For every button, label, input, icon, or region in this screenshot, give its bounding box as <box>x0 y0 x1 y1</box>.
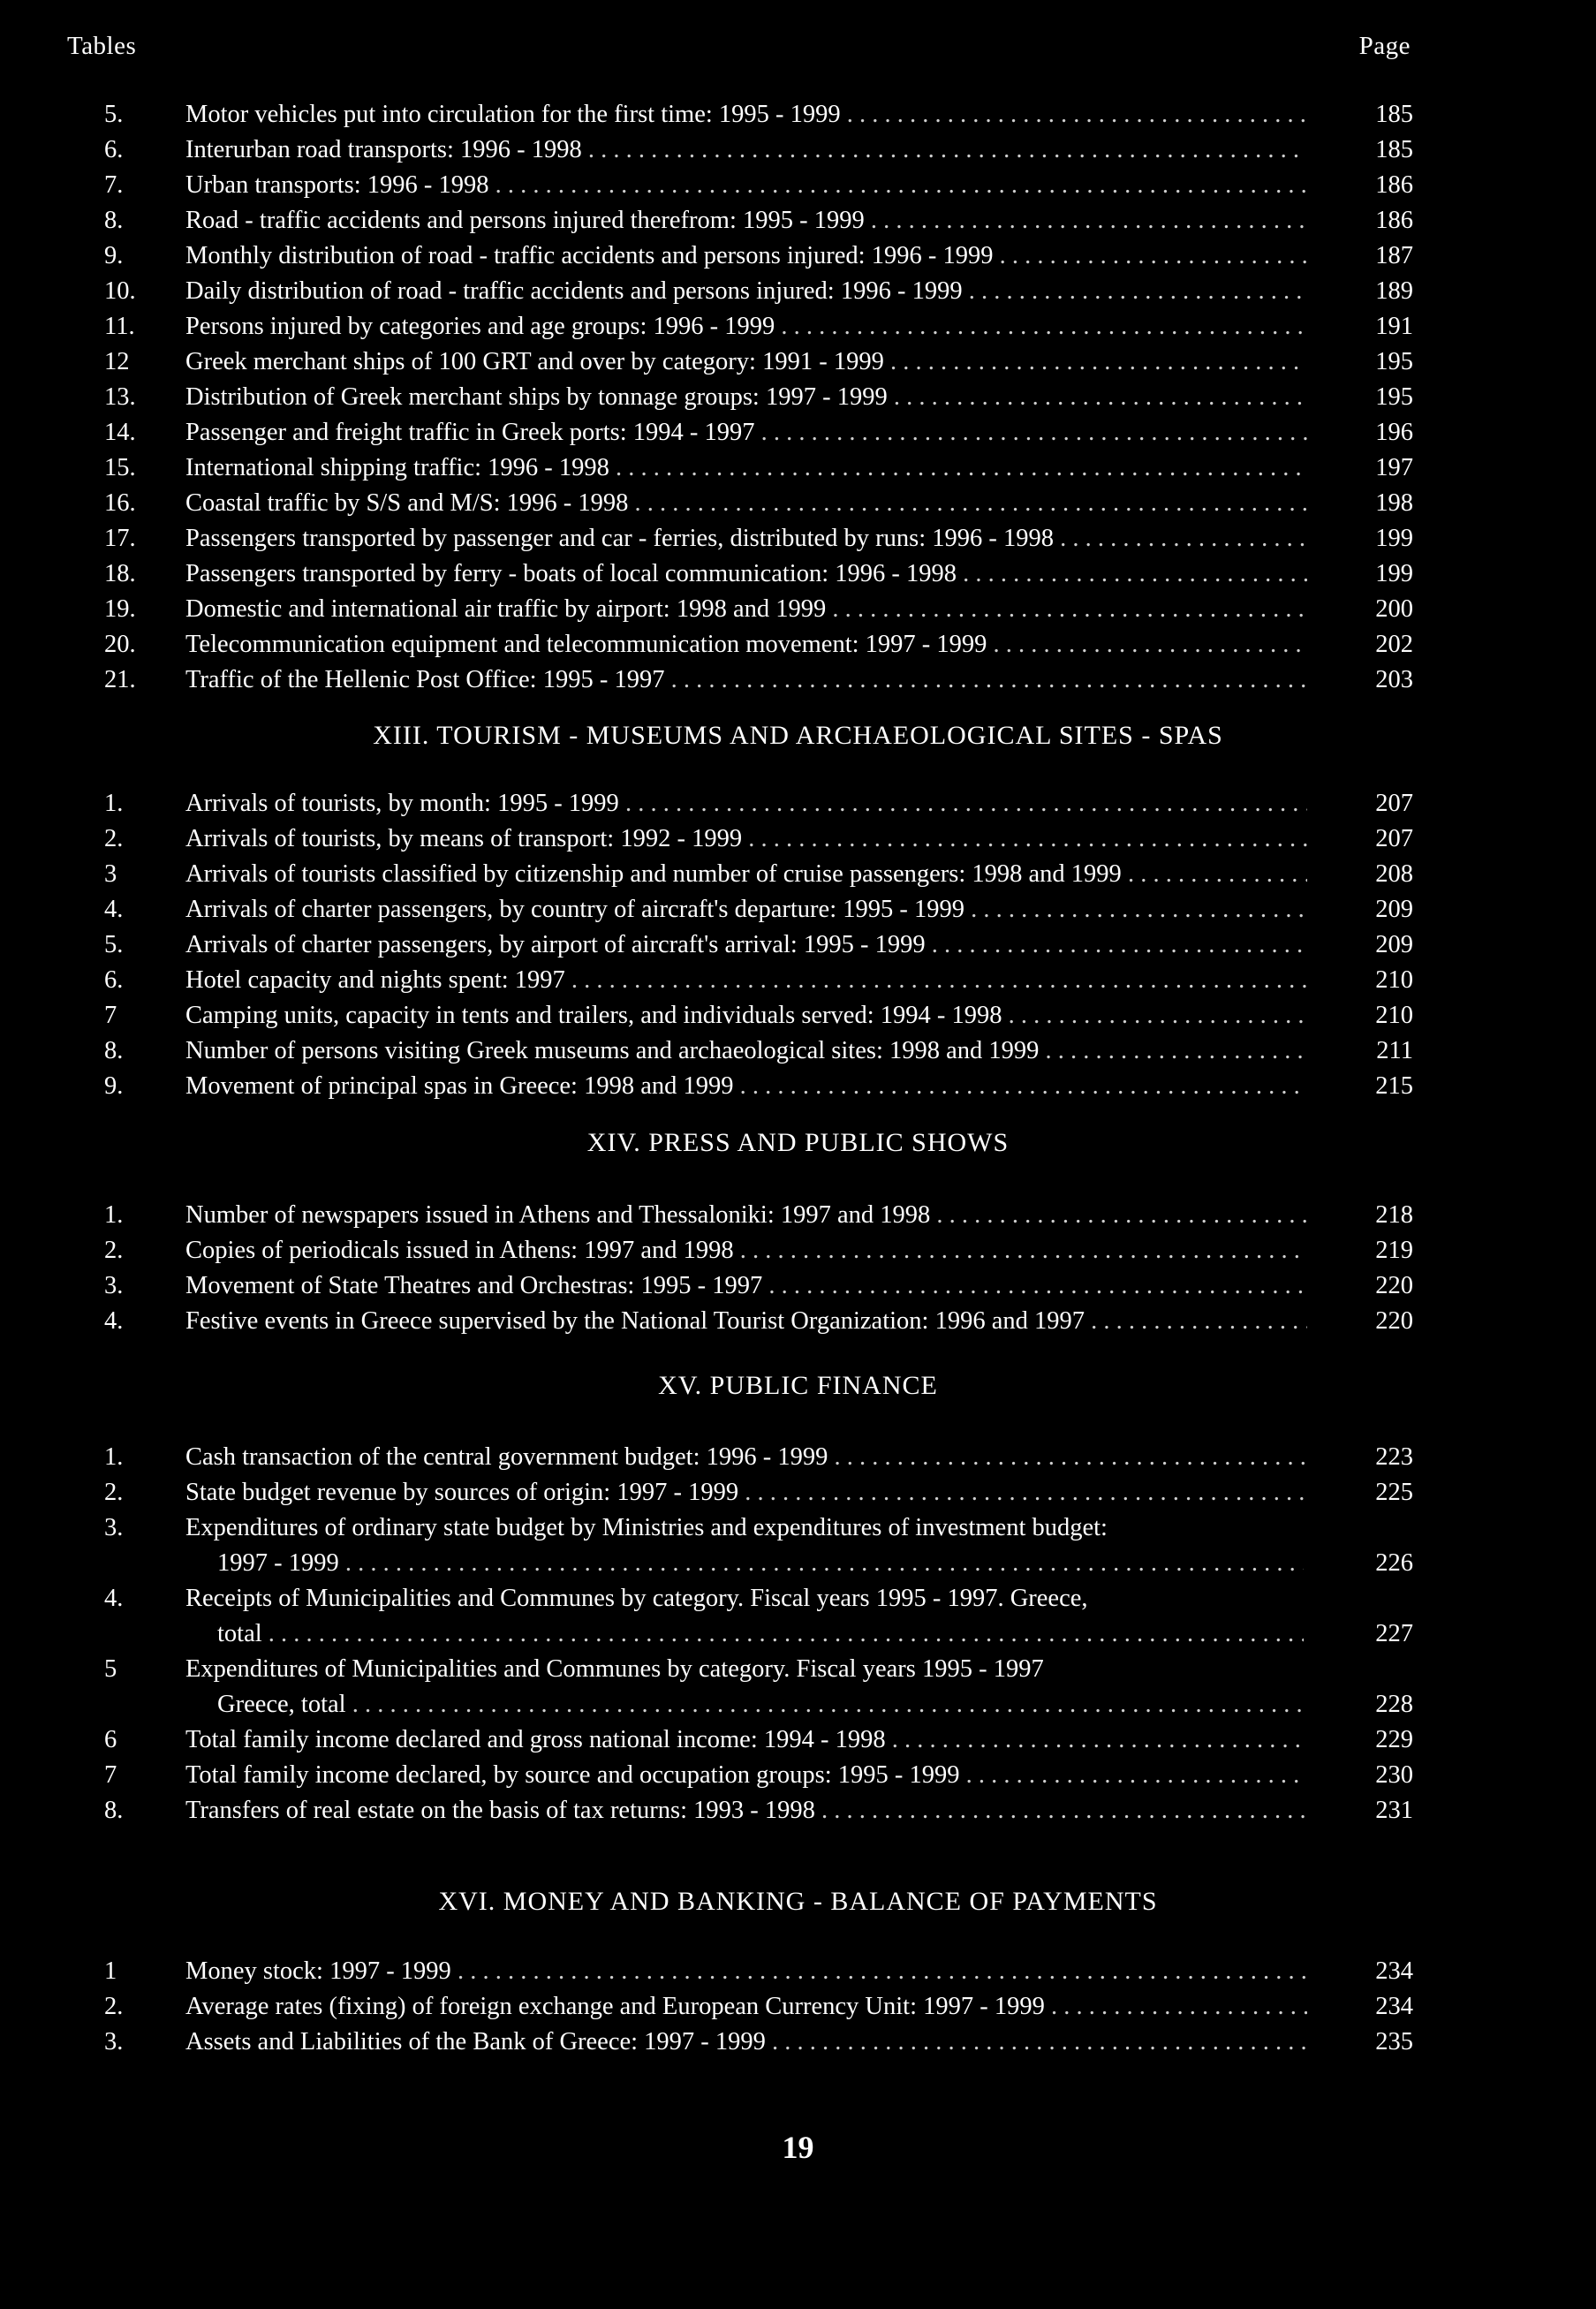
entry-page: 230 <box>1375 1761 1413 1789</box>
entry-title: Telecommunication equipment and telecommunication movement: 1997 - 1999 . . . <box>185 630 1307 660</box>
entry-page: 209 <box>1375 931 1413 958</box>
entry-page: 200 <box>1375 595 1413 623</box>
entry-number: 6. <box>104 136 124 163</box>
entry-number: 7 <box>104 1761 117 1789</box>
entry-page: 228 <box>1375 1691 1413 1718</box>
entry-number: 19. <box>104 595 136 623</box>
entry-title: Passenger and freight traffic in Greek ports: 1994 - 1997 . . . <box>185 418 1307 448</box>
entry-page: 202 <box>1375 631 1413 658</box>
entry-title: Passengers transported by ferry - boats of local communication: 1996 - 1998 . . . <box>185 559 1307 589</box>
entry-page: 234 <box>1375 1957 1413 1985</box>
entry-page: 215 <box>1375 1072 1413 1100</box>
entry-page: 186 <box>1375 207 1413 234</box>
entry-number: 1. <box>104 1201 124 1229</box>
entry-title: Number of persons visiting Greek museums and archaeological sites: 1998 and 1999 . . . <box>185 1036 1307 1066</box>
entry-title-continuation: 1997 - 1999 . . . <box>217 1548 1304 1578</box>
entry-page: 207 <box>1375 825 1413 852</box>
entry-number: 1. <box>104 790 124 817</box>
section-title-money-banking: XVI. MONEY AND BANKING - BALANCE OF PAYMENTS <box>438 1887 1158 1916</box>
entry-title-continuation: total . . . <box>217 1619 1304 1649</box>
entry-number: 2. <box>104 1237 124 1264</box>
entry-page: 198 <box>1375 489 1413 517</box>
entry-number: 10. <box>104 277 136 305</box>
entry-title: International shipping traffic: 1996 - 1998 . . . <box>185 453 1307 483</box>
entry-title: Arrivals of tourists, by month: 1995 - 1999 . . . <box>185 789 1307 819</box>
entry-page: 227 <box>1375 1620 1413 1647</box>
entry-title: Motor vehicles put into circulation for the first time: 1995 - 1999 . . . <box>185 100 1307 130</box>
entry-title: Daily distribution of road - traffic accidents and persons injured: 1996 - 1999 . . . <box>185 276 1307 307</box>
entry-number: 9. <box>104 242 124 269</box>
entry-number: 16. <box>104 489 136 517</box>
entry-page: 210 <box>1375 1002 1413 1029</box>
entry-number: 3. <box>104 2028 124 2055</box>
entry-number: 8. <box>104 1037 124 1064</box>
entry-title: Expenditures of ordinary state budget by Ministries and expenditures of investment budget: <box>185 1514 1108 1541</box>
entry-page: 186 <box>1375 171 1413 199</box>
entry-title: Festive events in Greece supervised by the National Tourist Organization: 1996 and 1997 . . . <box>185 1306 1307 1336</box>
entry-title: Copies of periodicals issued in Athens: 1997 and 1998 . . . <box>185 1236 1307 1266</box>
entry-title: Expenditures of Municipalities and Communes by category. Fiscal years 1995 - 1997 <box>185 1655 1044 1683</box>
entry-title: Distribution of Greek merchant ships by tonnage groups: 1997 - 1999 . . . <box>185 382 1307 413</box>
entry-title: Money stock: 1997 - 1999 . . . <box>185 1957 1307 1987</box>
entry-number: 20. <box>104 631 136 658</box>
entry-number: 2. <box>104 1993 124 2020</box>
entry-page: 211 <box>1376 1037 1413 1064</box>
entry-number: 2. <box>104 825 124 852</box>
entry-page: 195 <box>1375 348 1413 375</box>
entry-title: Number of newspapers issued in Athens and Thessaloniki: 1997 and 1998 . . . <box>185 1200 1307 1230</box>
entry-title: Camping units, capacity in tents and trailers, and individuals served: 1994 - 1998 . . . <box>185 1001 1307 1031</box>
entry-title: Hotel capacity and nights spent: 1997 . . . <box>185 965 1307 996</box>
entry-page: 226 <box>1375 1549 1413 1577</box>
entry-title: Interurban road transports: 1996 - 1998 . . . <box>185 135 1307 165</box>
entry-title: Movement of principal spas in Greece: 1998 and 1999 . . . <box>185 1071 1307 1102</box>
entry-page: 234 <box>1375 1993 1413 2020</box>
entry-number: 12 <box>104 348 130 375</box>
entry-title: Arrivals of charter passengers, by country of aircraft's departure: 1995 - 1999 . . . <box>185 895 1307 925</box>
entry-title: Average rates (fixing) of foreign exchange and European Currency Unit: 1997 - 1999 . . . <box>185 1992 1307 2022</box>
entry-page: 235 <box>1375 2028 1413 2055</box>
entry-title: Assets and Liabilities of the Bank of Greece: 1997 - 1999 . . . <box>185 2027 1307 2057</box>
entry-number: 2. <box>104 1479 124 1506</box>
entry-number: 18. <box>104 560 136 587</box>
entry-number: 11. <box>104 313 135 340</box>
entry-number: 3 <box>104 860 117 888</box>
entry-number: 7 <box>104 1002 117 1029</box>
entry-number: 15. <box>104 454 136 481</box>
entry-title: Coastal traffic by S/S and M/S: 1996 - 1998 . . . <box>185 488 1307 519</box>
entry-title: Greek merchant ships of 100 GRT and over by category: 1991 - 1999 . . . <box>185 347 1307 377</box>
entry-page: 231 <box>1375 1797 1413 1824</box>
entry-page: 219 <box>1375 1237 1413 1264</box>
entry-page: 187 <box>1375 242 1413 269</box>
entry-number: 1. <box>104 1443 124 1471</box>
entry-page: 210 <box>1375 966 1413 994</box>
section-title-press: XIV. PRESS AND PUBLIC SHOWS <box>586 1128 1010 1157</box>
entry-title: Passengers transported by passenger and car - ferries, distributed by runs: 1996 - 1998 . . . <box>185 524 1307 554</box>
entry-page: 195 <box>1375 383 1413 411</box>
tables-header: Tables <box>67 32 137 60</box>
entry-title: Persons injured by categories and age groups: 1996 - 1999 . . . <box>185 312 1307 342</box>
section-title-tourism: XIII. TOURISM - MUSEUMS AND ARCHAEOLOGICAL SITES - SPAS <box>373 721 1223 750</box>
entry-page: 208 <box>1375 860 1413 888</box>
entry-number: 8. <box>104 207 124 234</box>
section-title-public-finance: XV. PUBLIC FINANCE <box>658 1371 938 1400</box>
entry-number: 4. <box>104 1307 124 1335</box>
entry-number: 4. <box>104 1585 124 1612</box>
entry-number: 7. <box>104 171 124 199</box>
entry-title: Total family income declared and gross national income: 1994 - 1998 . . . <box>185 1725 1307 1755</box>
entry-title: Transfers of real estate on the basis of tax returns: 1993 - 1998 . . . <box>185 1796 1307 1826</box>
entry-number: 8. <box>104 1797 124 1824</box>
entry-page: 191 <box>1375 313 1413 340</box>
entry-page: 185 <box>1375 101 1413 128</box>
entry-number: 5 <box>104 1655 117 1683</box>
entry-number: 3. <box>104 1272 124 1299</box>
entry-page: 218 <box>1375 1201 1413 1229</box>
page-number: 19 <box>782 2130 814 2165</box>
entry-number: 1 <box>104 1957 117 1985</box>
entry-number: 17. <box>104 525 136 552</box>
entry-title: Monthly distribution of road - traffic accidents and persons injured: 1996 - 1999 . . . <box>185 241 1307 271</box>
entry-page: 220 <box>1375 1307 1413 1335</box>
entry-number: 13. <box>104 383 136 411</box>
entry-title: Arrivals of tourists, by means of transport: 1992 - 1999 . . . <box>185 824 1307 854</box>
entry-number: 9. <box>104 1072 124 1100</box>
entry-number: 4. <box>104 896 124 923</box>
entry-page: 229 <box>1375 1726 1413 1753</box>
entry-page: 196 <box>1375 419 1413 446</box>
entry-title: Urban transports: 1996 - 1998 . . . <box>185 170 1307 201</box>
entry-page: 199 <box>1375 560 1413 587</box>
entry-page: 225 <box>1375 1479 1413 1506</box>
entry-number: 21. <box>104 666 136 693</box>
entry-title: State budget revenue by sources of origin: 1997 - 1999 . . . <box>185 1478 1307 1508</box>
entry-title: Arrivals of tourists classified by citizenship and number of cruise passengers: 1998 and 1999 . . . <box>185 859 1307 890</box>
entry-title: Total family income declared, by source and occupation groups: 1995 - 1999 . . . <box>185 1760 1307 1790</box>
entry-number: 14. <box>104 419 136 446</box>
entry-page: 189 <box>1375 277 1413 305</box>
entry-page: 207 <box>1375 790 1413 817</box>
entry-page: 209 <box>1375 896 1413 923</box>
entry-page: 185 <box>1375 136 1413 163</box>
page-header: Page <box>1358 32 1411 60</box>
entry-number: 3. <box>104 1514 124 1541</box>
entry-title: Cash transaction of the central government budget: 1996 - 1999 . . . <box>185 1442 1307 1472</box>
entry-page: 197 <box>1375 454 1413 481</box>
entry-page: 199 <box>1375 525 1413 552</box>
entry-title-continuation: Greece, total . . . <box>217 1690 1304 1720</box>
entry-title: Domestic and international air traffic by airport: 1998 and 1999 . . . <box>185 594 1307 625</box>
entry-number: 5. <box>104 101 124 128</box>
entry-number: 5. <box>104 931 124 958</box>
entry-title: Arrivals of charter passengers, by airport of aircraft's arrival: 1995 - 1999 . . . <box>185 930 1307 960</box>
entry-title: Traffic of the Hellenic Post Office: 1995 - 1997 . . . <box>185 665 1307 695</box>
entry-page: 223 <box>1375 1443 1413 1471</box>
entry-title: Road - traffic accidents and persons injured therefrom: 1995 - 1999 . . . <box>185 206 1307 236</box>
entry-number: 6 <box>104 1726 117 1753</box>
entry-title: Movement of State Theatres and Orchestras: 1995 - 1997 . . . <box>185 1271 1307 1301</box>
entry-page: 203 <box>1375 666 1413 693</box>
entry-number: 6. <box>104 966 124 994</box>
entry-page: 220 <box>1375 1272 1413 1299</box>
entry-title: Receipts of Municipalities and Communes by category. Fiscal years 1995 - 1997. Greece, <box>185 1585 1088 1612</box>
